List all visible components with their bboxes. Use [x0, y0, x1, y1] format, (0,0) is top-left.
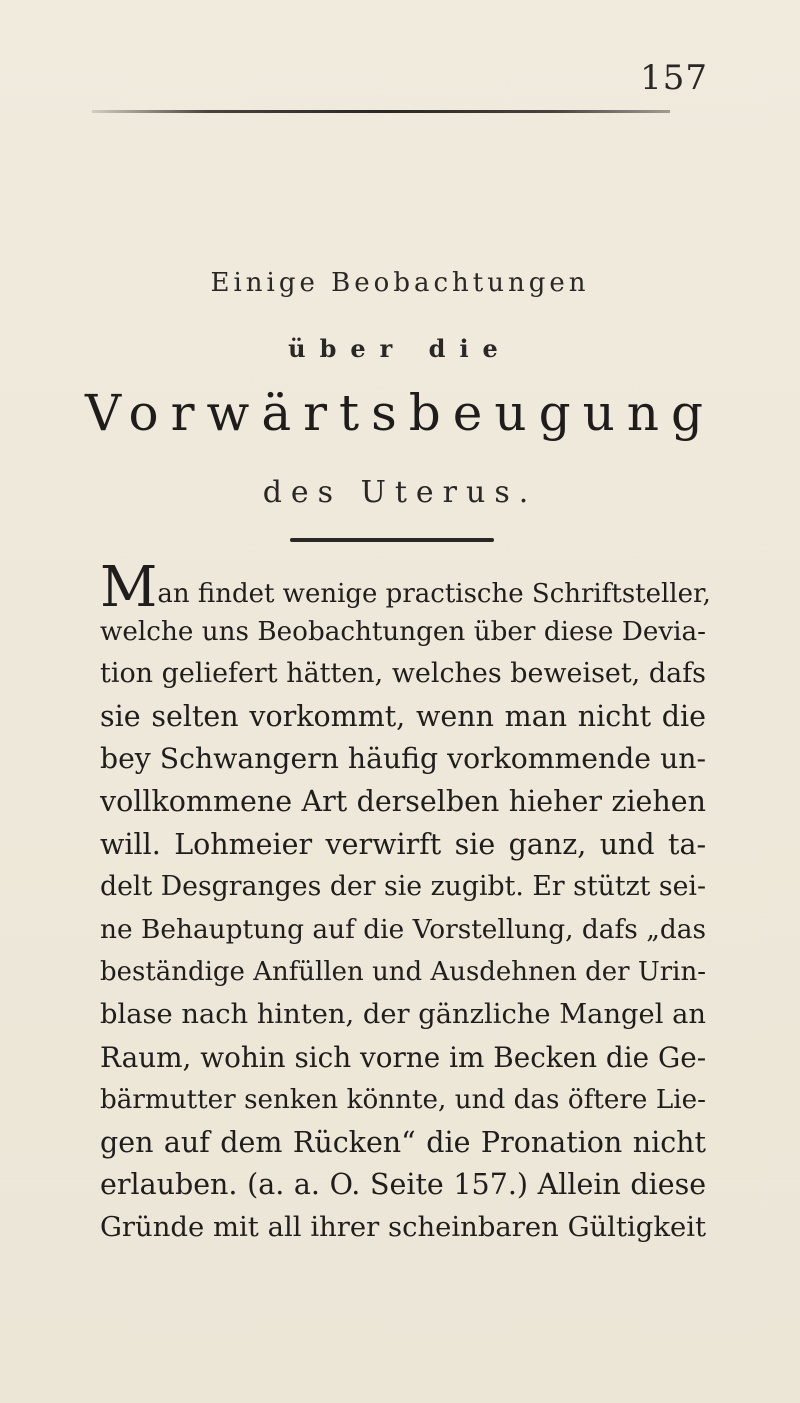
page-number: 157	[640, 58, 708, 98]
heading-line-4: des Uterus.	[262, 475, 538, 510]
body-line: bey Schwangern häufig vorkommende un-	[100, 742, 706, 776]
body-paragraph	[100, 555, 711, 1250]
body-line: tion geliefert hätten, welches beweiset, dafs	[100, 658, 706, 690]
heading-line-1: Einige Beobachtungen	[210, 268, 590, 298]
body-line: gen auf dem Rücken“ die Pronation nicht	[100, 1125, 706, 1159]
body-line: welche uns Beobachtungen über diese Devia-	[100, 616, 706, 647]
body-line: sie selten vorkommt, wenn man nicht die	[100, 699, 706, 733]
body-line: Gründe mit all ihrer scheinbaren Gültigkeit	[100, 1211, 706, 1243]
body-line-text: an findet wenige practische Schriftsteller,	[157, 579, 711, 609]
header-rule	[92, 110, 670, 113]
body-line: beständige Anfüllen und Ausdehnen der Urin-	[100, 957, 706, 988]
body-line: will. Lohmeier verwirft sie ganz, und ta-	[100, 827, 707, 861]
body-line: bärmutter senken könnte, und das öftere Lie-	[100, 1085, 706, 1116]
section-rule	[290, 538, 494, 542]
heading-title: Vorwärtsbeugung	[85, 384, 715, 442]
body-line: blase nach hinten, der gänzliche Mangel an	[100, 998, 706, 1030]
drop-cap: M	[100, 555, 158, 620]
body-line	[100, 555, 711, 620]
body-line: vollkommene Art derselben hieher ziehen	[100, 784, 706, 818]
body-line: erlauben. (a. a. O. Seite 157.) Allein diese	[100, 1168, 707, 1202]
body-line: Raum, wohin sich vorne im Becken die Ge-	[100, 1040, 707, 1074]
body-line: ne Behauptung auf die Vorstellung, dafs „das	[100, 914, 706, 945]
heading-line-2: über die	[288, 334, 512, 363]
body-line: delt Desgranges der sie zugibt. Er stützt sei-	[100, 871, 706, 903]
